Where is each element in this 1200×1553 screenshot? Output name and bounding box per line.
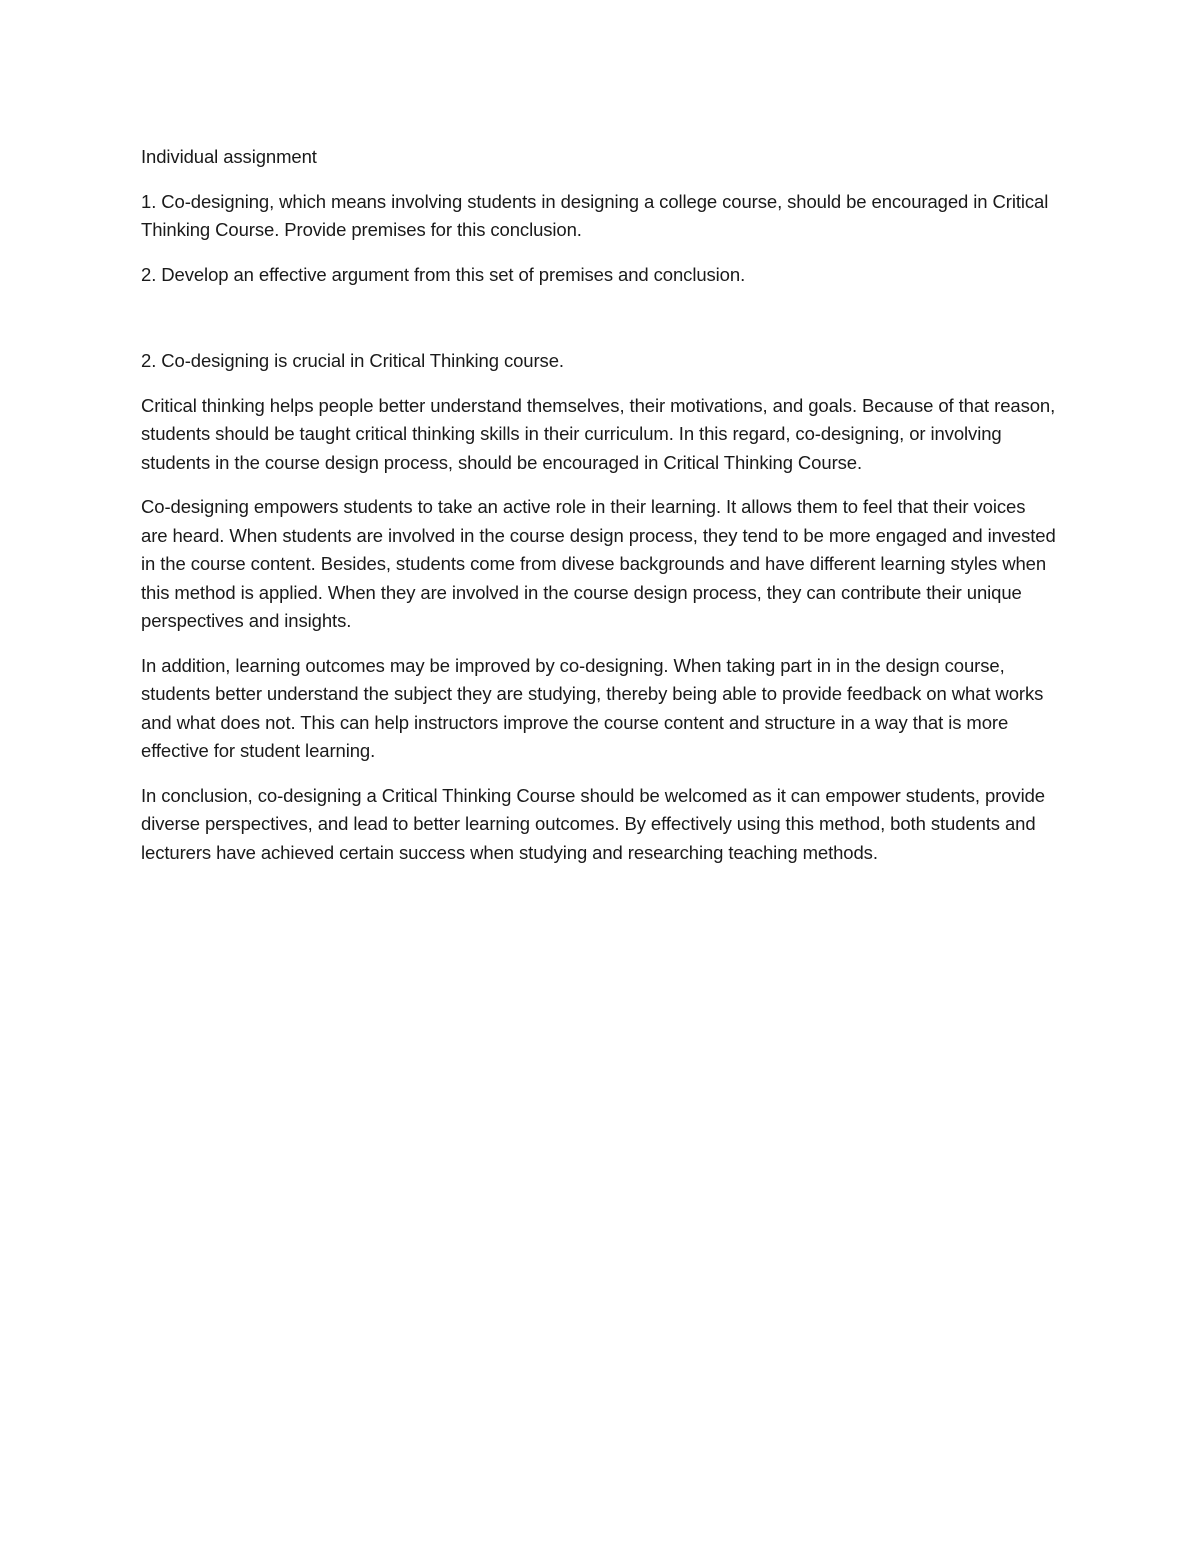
paragraph-2: Co-designing empowers students to take an active role in their learning. It allows them to feel that their voices are heard. When students are involved in the course design process, they tend to be more engaged and invested in the course content. Besides, students come from divese backgrounds and have different learning styles when this method is applied. When they are involved in the course design process, they can contribute their unique perspectives and insights. <box>141 496 1056 631</box>
question-1: 1. Co-designing, which means involving students in designing a college course, should be encouraged in Critical Thinking Course. Provide premises for this conclusion. <box>141 190 1049 240</box>
paragraph-3: In addition, learning outcomes may be improved by co-designing. When taking part in in the design course, students better understand the subject they are studying, thereby being able to provide feedback on what works and what does not. This can help instructors improve the course content and structure in a way that is more effective for student learning. <box>141 654 1044 761</box>
question-2: 2. Develop an effective argument from this set of premises and conclusion. <box>141 263 746 285</box>
document-body <box>141 143 1056 883</box>
paragraph-1: Critical thinking helps people better understand themselves, their motivations, and goals. Because of that reason, students should be taught critical thinking skills in their curriculum. In this regard, co-designing, or involving students in the course design process, should be encouraged in Critical Thinking Course. <box>141 394 1056 473</box>
document-title: Individual assignment <box>141 146 317 167</box>
answer-heading: 2. Co-designing is crucial in Critical Thinking course. <box>141 350 564 371</box>
paragraph-conclusion: In conclusion, co-designing a Critical Thinking Course should be welcomed as it can empower students, provide diverse perspectives, and lead to better learning outcomes. By effectively using this method, both students and lecturers have achieved certain success when studying and researching teaching methods. <box>141 784 1045 863</box>
